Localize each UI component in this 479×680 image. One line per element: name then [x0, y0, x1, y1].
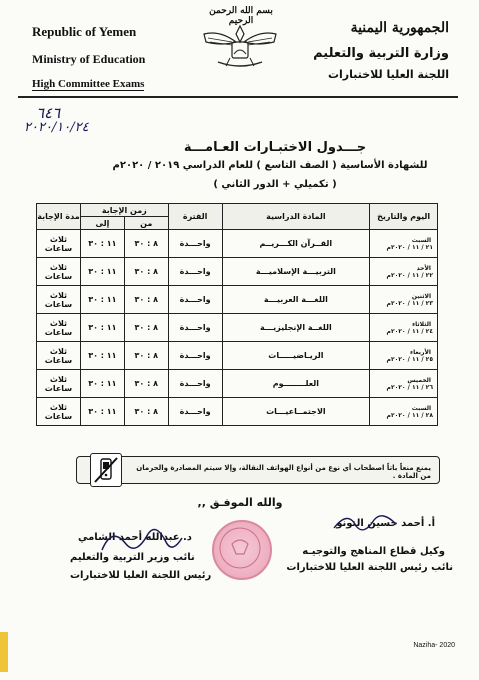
- right-signatory-name: أ. أحمد حسين النونو: [336, 518, 435, 529]
- exam-schedule-table: [36, 203, 438, 426]
- cell-date: ٢١ / ١١ / ٢٠٢٠م: [386, 243, 433, 251]
- page-subtitle-2: ( تكميلي + الدور الثاني ): [213, 179, 337, 190]
- official-seal-icon: [212, 520, 272, 580]
- cell-day: الأربعاء: [410, 348, 431, 356]
- cell-day-date: [370, 370, 438, 398]
- cell-day: الاثنين: [411, 292, 431, 300]
- cell-subject: اللغــة الإنجليزيـــة: [222, 314, 370, 342]
- cell-from: ٨ : ٣٠: [124, 230, 168, 258]
- cell-day-date: [370, 314, 438, 342]
- header-day-date: اليوم والتاريخ: [370, 204, 438, 230]
- cell-subject: التربيـــة الإسلاميـــة: [222, 258, 370, 286]
- table-row: [37, 314, 438, 342]
- edge-highlight: [0, 632, 8, 672]
- cell-subject: الريـاضيـــــات: [222, 342, 370, 370]
- cell-day-date: [370, 286, 438, 314]
- header-ministry-ar: وزارة التربية والتعليم: [313, 46, 449, 61]
- header-period: الفترة: [168, 204, 222, 230]
- cell-duration: ثلاث ساعات: [37, 286, 81, 314]
- header-subject: المادة الدراسية: [222, 204, 370, 230]
- cell-from: ٨ : ٣٠: [124, 370, 168, 398]
- page-title: جـــدول الاختبـارات العـامـــة: [183, 140, 367, 155]
- cell-duration: ثلاث ساعات: [37, 370, 81, 398]
- reference-date: ٢٠٢٠/١٠/٢٤: [24, 120, 89, 135]
- cell-period: واحـــدة: [168, 258, 222, 286]
- table-row: [37, 286, 438, 314]
- cell-day: السبت: [411, 404, 431, 412]
- table-row: [37, 342, 438, 370]
- cell-day-date: [370, 398, 438, 426]
- left-signature-icon: [96, 520, 186, 560]
- cell-duration: ثلاث ساعات: [37, 398, 81, 426]
- cell-date: ٢٦ / ١١ / ٢٠٢٠م: [386, 383, 433, 391]
- cell-period: واحـــدة: [168, 286, 222, 314]
- cell-from: ٨ : ٣٠: [124, 314, 168, 342]
- cell-day: الأحد: [416, 264, 431, 272]
- cell-from: ٨ : ٣٠: [124, 398, 168, 426]
- warning-box: [76, 456, 440, 484]
- yemen-eagle-emblem-icon: [200, 20, 280, 72]
- header-from: من: [124, 217, 168, 230]
- cell-day: السبت: [411, 236, 431, 244]
- cell-subject: الاجتمــاعيـــات: [222, 398, 370, 426]
- cell-date: ٢٨ / ١١ / ٢٠٢٠م: [386, 411, 433, 419]
- table-row: [37, 258, 438, 286]
- header-duration: مدة الإجابة: [37, 204, 81, 230]
- cell-from: ٨ : ٣٠: [124, 342, 168, 370]
- left-signatory-title2: رئيس اللجنة العليا للاختبارات: [70, 570, 212, 581]
- reference-number: ٦٤٦: [36, 104, 61, 122]
- cell-date: ٢٢ / ١١ / ٢٠٢٠م: [386, 271, 433, 279]
- cell-duration: ثلاث ساعات: [37, 342, 81, 370]
- cell-date: ٢٣ / ١١ / ٢٠٢٠م: [386, 299, 433, 307]
- right-signature-icon: [330, 508, 400, 538]
- cell-date: ٢٤ / ١١ / ٢٠٢٠م: [386, 327, 433, 335]
- cell-subject: العلــــــــوم: [222, 370, 370, 398]
- cell-period: واحـــدة: [168, 342, 222, 370]
- cell-subject: القــرآن الكـــريــم: [222, 230, 370, 258]
- right-signatory-title2: نائب رئيس اللجنة العليا للاختبارات: [286, 562, 453, 573]
- table-header-row: [37, 204, 438, 217]
- header-committee-ar: اللجنة العليا للاختبارات: [327, 68, 449, 81]
- header-ministry: Ministry of Education: [32, 52, 146, 66]
- footer-note: Naziha- 2020: [413, 642, 455, 649]
- phone-icon-box: [90, 453, 122, 487]
- cell-subject: اللغـــة العربيـــة: [222, 286, 370, 314]
- cell-period: واحـــدة: [168, 314, 222, 342]
- cell-to: ١١ : ٣٠: [80, 370, 124, 398]
- closing-text: والله الموفـق ,,: [197, 496, 283, 509]
- cell-to: ١١ : ٣٠: [80, 230, 124, 258]
- cell-period: واحـــدة: [168, 398, 222, 426]
- cell-period: واحـــدة: [168, 370, 222, 398]
- table-row: [37, 370, 438, 398]
- cell-to: ١١ : ٣٠: [80, 258, 124, 286]
- table-row: [37, 230, 438, 258]
- left-signatory-title1: نائب وزير التربية والتعليم: [70, 552, 195, 563]
- cell-day-date: [370, 342, 438, 370]
- warning-text: يمنع منعاً باتاً اصطحاب أي نوع من أنواع الهواتف النقالة، وإلا سيتم المصادرة والحرمان من المادة .: [136, 464, 431, 480]
- cell-to: ١١ : ٣٠: [80, 314, 124, 342]
- cell-to: ١١ : ٣٠: [80, 398, 124, 426]
- header-divider: [18, 96, 458, 98]
- header-to: إلى: [80, 217, 124, 230]
- cell-day: الخميس: [407, 376, 431, 384]
- cell-duration: ثلاث ساعات: [37, 314, 81, 342]
- cell-to: ١١ : ٣٠: [80, 342, 124, 370]
- header-republic: Republic of Yemen: [32, 24, 137, 39]
- basmala: بسم الله الرحمن الرحيم: [209, 6, 273, 26]
- crossed-mobile-phone-icon: [91, 454, 121, 486]
- cell-duration: ثلاث ساعات: [37, 258, 81, 286]
- cell-period: واحـــدة: [168, 230, 222, 258]
- cell-day: الثلاثاء: [412, 320, 431, 328]
- cell-day-date: [370, 258, 438, 286]
- header-republic-ar: الجمهورية اليمنية: [350, 20, 449, 36]
- cell-from: ٨ : ٣٠: [124, 286, 168, 314]
- header-answer-time: زمن الإجابة: [80, 204, 168, 217]
- right-signatory-title1: وكيل قطاع المناهج والتوجيـه: [302, 546, 445, 557]
- cell-from: ٨ : ٣٠: [124, 258, 168, 286]
- table-row: [37, 398, 438, 426]
- cell-date: ٢٥ / ١١ / ٢٠٢٠م: [386, 355, 433, 363]
- cell-to: ١١ : ٣٠: [80, 286, 124, 314]
- header-committee: High Committee Exams: [32, 78, 145, 90]
- cell-duration: ثلاث ساعات: [37, 230, 81, 258]
- cell-day-date: [370, 230, 438, 258]
- left-signatory-name: د. عبدالله أحمد الشامي: [78, 532, 192, 543]
- page-subtitle: للشهادة الأساسية ( الصف التاسع ) للعام الدراسي ٢٠١٩ / ٢٠٢٠م: [112, 160, 428, 171]
